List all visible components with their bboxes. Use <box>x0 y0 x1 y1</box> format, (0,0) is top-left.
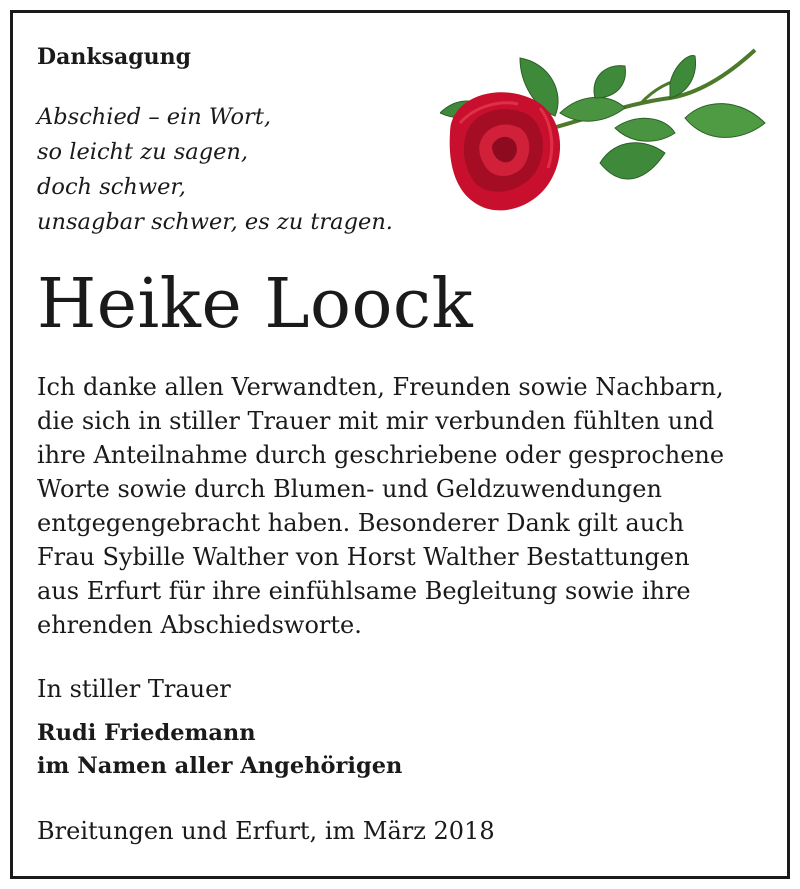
paragraph-line: ihre Anteilnahme durch geschriebene oder gesprochene <box>37 441 725 469</box>
red-rose-icon <box>440 38 770 223</box>
paragraph-line: Frau Sybille Walther von Horst Walther Bestattungen <box>37 543 690 571</box>
paragraph-line: Ich danke allen Verwandten, Freunden sowie Nachbarn, <box>37 373 724 401</box>
paragraph-line: ehrenden Abschiedsworte. <box>37 611 362 639</box>
paragraph-line: aus Erfurt für ihre einfühlsame Begleitung sowie ihre <box>37 577 691 605</box>
paragraph-line: die sich in stiller Trauer mit mir verbunden fühlten und <box>37 407 715 435</box>
poem <box>37 100 393 240</box>
poem-line: doch schwer, <box>37 174 186 200</box>
mourning-line: In stiller Trauer <box>37 675 231 703</box>
place-date: Breitungen und Erfurt, im März 2018 <box>37 817 495 845</box>
thanks-paragraph <box>37 370 777 642</box>
paragraph-line: entgegengebracht haben. Besonderer Dank gilt auch <box>37 509 685 537</box>
poem-line: unsagbar schwer, es zu tragen. <box>37 209 393 235</box>
poem-line: Abschied – ein Wort, <box>37 104 272 130</box>
deceased-name: Heike Loock <box>37 265 474 344</box>
notice-heading: Danksagung <box>37 44 191 70</box>
poem-line: so leicht zu sagen, <box>37 139 249 165</box>
signer-relation: im Namen aller Angehörigen <box>37 753 403 779</box>
signer-block <box>37 717 402 783</box>
paragraph-line: Worte sowie durch Blumen- und Geldzuwendungen <box>37 475 662 503</box>
signer-name: Rudi Friedemann <box>37 720 256 746</box>
